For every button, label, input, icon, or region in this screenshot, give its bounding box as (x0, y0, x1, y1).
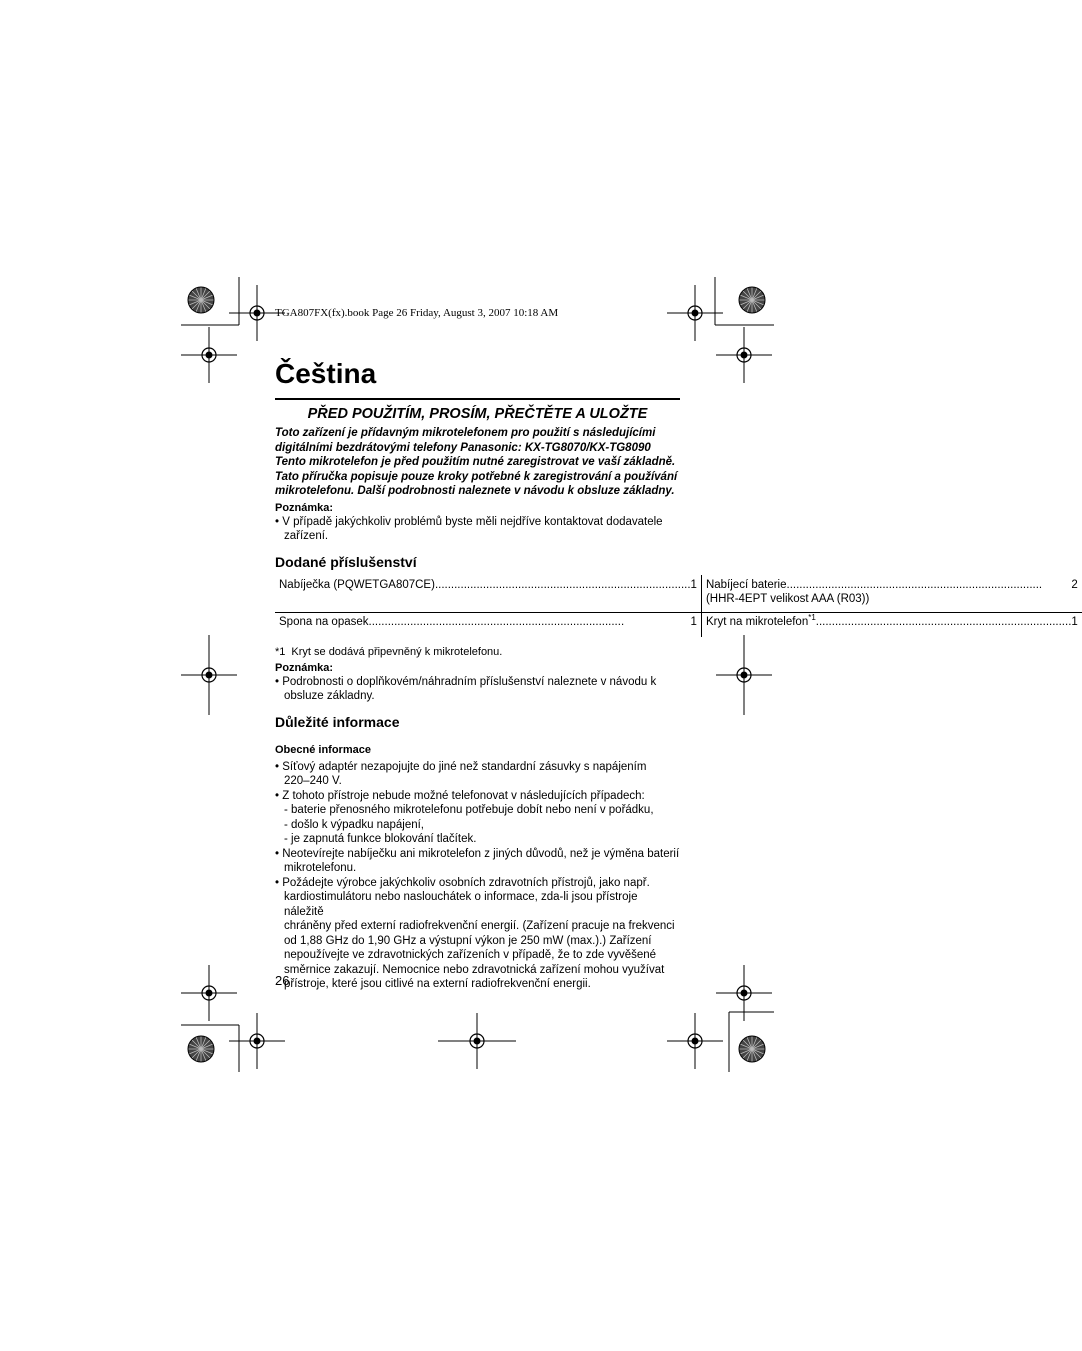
registration-crosshair-icon (716, 327, 772, 383)
title-rule (275, 398, 680, 400)
info-bullet-continuation: směrnice zakazují. Nemocnice nebo zdravotnická zařízení mohou využívat (284, 963, 665, 976)
footnote (275, 645, 680, 659)
info-bullet: • Síťový adaptér nezapojujte do jiné než standardní zásuvky s napájením (275, 760, 647, 773)
page-content (275, 350, 1078, 992)
accessory-qty: 1 (690, 615, 697, 628)
info-bullet: • Požádejte výrobce jakýchkoliv osobních zdravotních přístrojů, jako např. (275, 876, 650, 889)
accessory-detail: (HHR-4EPT velikost AAA (R03)) (705, 593, 870, 605)
accessory-cell (701, 575, 1081, 613)
info-bullet-continuation: chráněny před externí radiofrekvenční energií. (Zařízení pracuje na frekvenci (284, 920, 675, 932)
registration-crosshair-icon (181, 965, 237, 1021)
intro-paragraph (275, 426, 680, 499)
accessory-name: Kryt na mikrotelefon (705, 615, 809, 628)
general-info-heading: Obecné informace (275, 743, 371, 756)
accessory-cell (275, 612, 701, 637)
registration-crosshair-icon (667, 1013, 723, 1069)
accessory-cell (275, 575, 701, 613)
accessories-table (275, 575, 1082, 637)
accessory-qty: 1 (1071, 615, 1078, 628)
intro-line: Tento mikrotelefon je před použitím nutné zaregistrovat ve vaší základně. (275, 456, 676, 468)
note-bullet-continuation: obsluze základny. (284, 690, 375, 702)
section-heading: PŘED POUŽITÍM, PROSÍM, PŘEČTĚTE A ULOŽTE (307, 406, 648, 422)
registration-starburst-icon (739, 1036, 765, 1062)
page-number: 26 (275, 973, 290, 988)
info-bullet-continuation: nepoužívejte ve zdravotnických zařízeních v případě, že to zde vyvěšené (284, 949, 657, 961)
footnote-text: Kryt se dodává připevněný k mikrotelefonu. (291, 645, 503, 658)
accessory-name: Spona na opasek (279, 615, 369, 628)
registration-crosshair-icon (716, 965, 772, 1021)
note-bullet: • Podrobnosti o doplňkovém/náhradním příslušenství naleznete v návodu k (275, 675, 657, 688)
note-label: Poznámka: (275, 661, 334, 674)
info-sub-item: - baterie přenosného mikrotelefonu potřebuje dobít nebo není v pořádku, (284, 804, 654, 816)
note-label: Poznámka: (275, 501, 334, 514)
footnote-mark: *1 (275, 645, 286, 658)
accessories-heading: Dodané příslušenství (275, 553, 417, 570)
registration-starburst-icon (739, 287, 765, 313)
info-bullet-continuation: 220–240 V. (284, 775, 342, 787)
info-bullet-continuation: kardiostimulátoru nebo naslouchátek o informace, zda-li jsou přístroje náležitě (284, 891, 638, 918)
registration-crosshair-icon (181, 327, 237, 383)
accessory-qty: 1 (690, 578, 697, 591)
info-bullet-continuation: mikrotelefonu. (284, 862, 357, 874)
info-bullet-continuation: přístroje, které jsou citlivé na externí radiofrekvenční energii. (284, 978, 591, 990)
info-bullet: • Neotevírejte nabíječku ani mikrotelefon z jiných důvodů, než je výměna baterií (275, 847, 680, 860)
intro-line: mikrotelefonu. Další podrobnosti naleznete v návodu k obsluze základny. (275, 485, 675, 497)
accessory-name: Nabíječka (PQWETGA807CE) (279, 578, 435, 591)
registration-starburst-icon (188, 287, 214, 313)
footnote-ref: *1 (808, 612, 816, 622)
intro-line: digitálními bezdrátovými telefony Panasonic: KX-TG8070/KX-TG8090 (275, 441, 651, 454)
accessory-cell (701, 612, 1081, 637)
registration-crosshair-icon (229, 1013, 285, 1069)
note-bullet-continuation: zařízení. (284, 530, 329, 542)
info-sub-item: - došlo k výpadku napájení, (284, 818, 425, 831)
accessory-name: Nabíjecí baterie (705, 578, 787, 591)
book-header-info: TGA807FX(fx).book Page 26 Friday, August 3, 2007 10:18 AM (275, 307, 559, 319)
note-bullet: • V případě jakýchkoliv problémů byste měli nejdříve kontaktovat dodavatele (275, 515, 663, 528)
intro-line: Tato příručka popisuje pouze kroky potřebné k zaregistrování a používání (275, 470, 678, 483)
info-bullet-continuation: od 1,88 GHz do 1,90 GHz a výstupní výkon je 250 mW (max.).) Zařízení (284, 934, 652, 947)
registration-starburst-icon (188, 1036, 214, 1062)
accessory-qty: 2 (1071, 578, 1078, 591)
info-bullet: • Z tohoto přístroje nebude možné telefonovat v následujících případech: (275, 789, 645, 802)
page-title: Čeština (275, 358, 377, 389)
info-sub-item: - je zapnutá funkce blokování tlačítek. (284, 833, 477, 845)
intro-line: Toto zařízení je přídavným mikrotelefonem pro použití s následujícími (275, 427, 656, 439)
important-heading: Důležité informace (275, 713, 400, 730)
